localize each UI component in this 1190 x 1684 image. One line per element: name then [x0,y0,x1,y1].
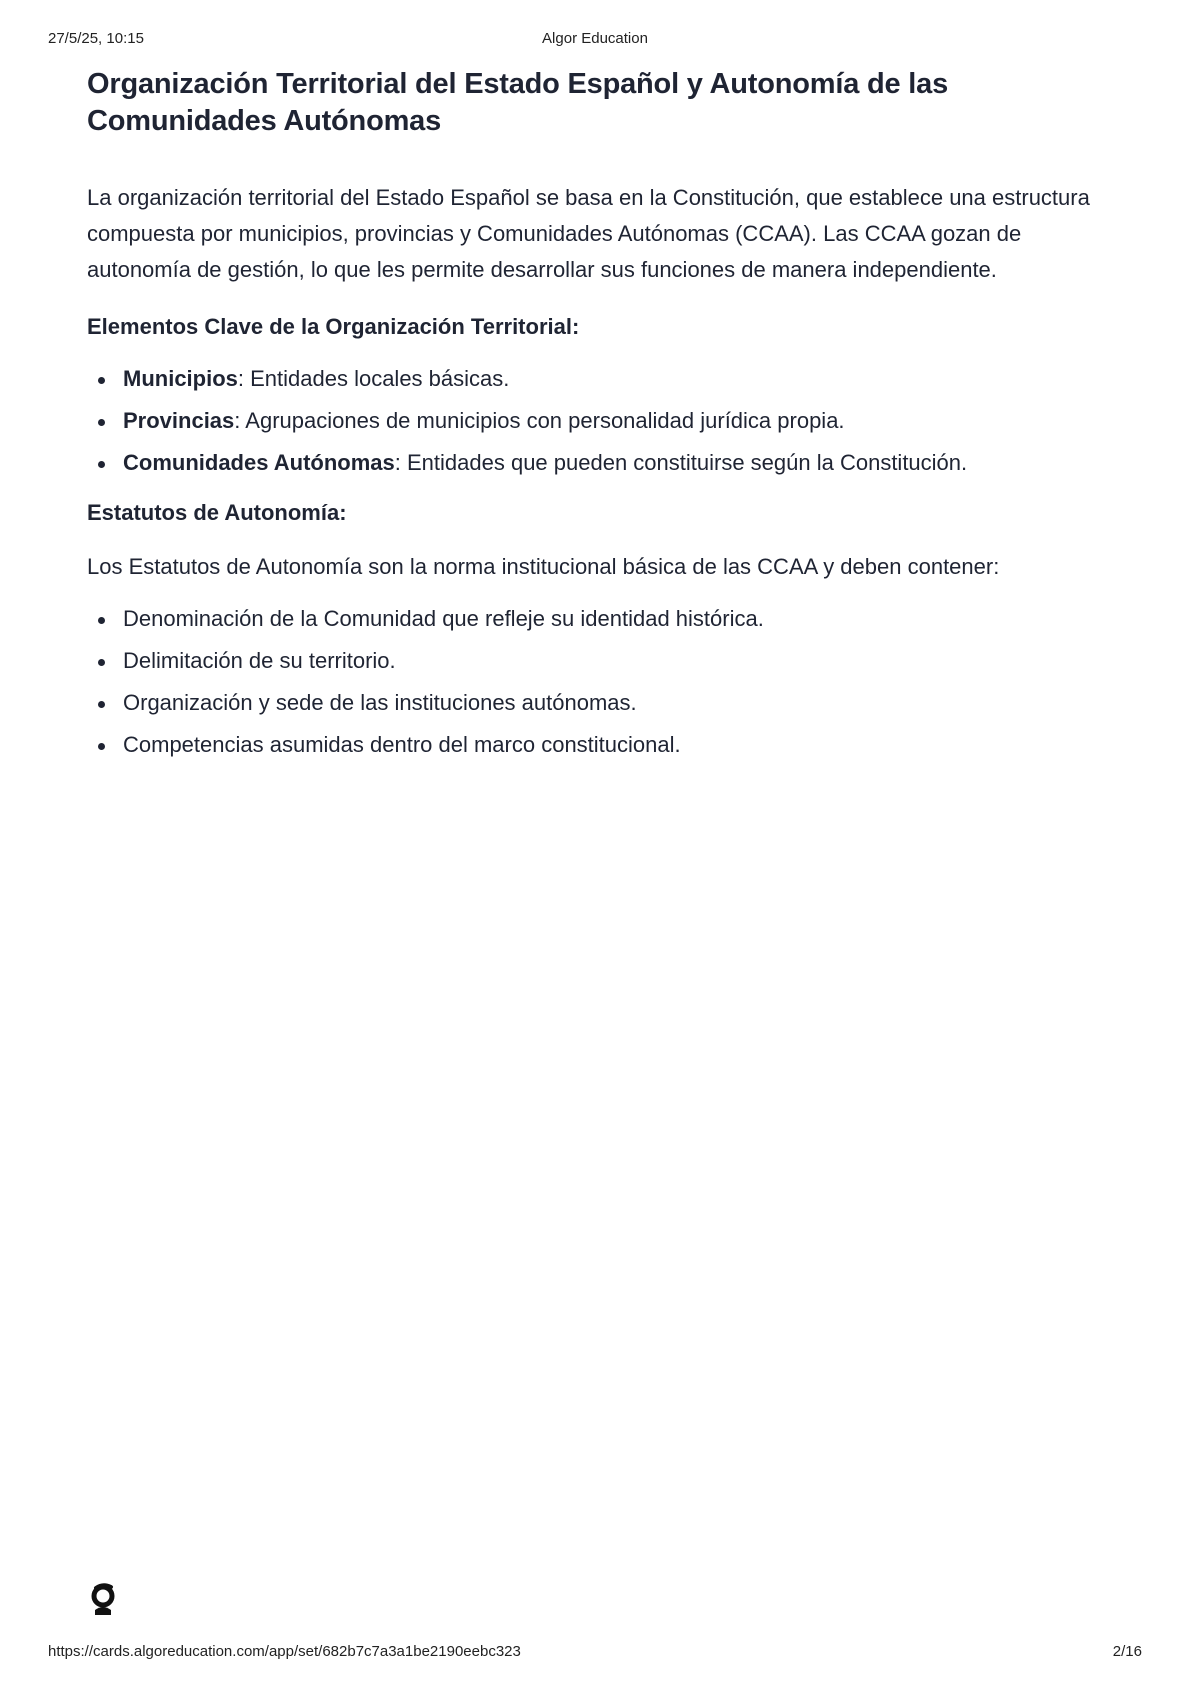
document-content [87,66,1117,772]
section-heading-key-elements: Elementos Clave de la Organización Territorial: [87,314,580,339]
list-item: Organización y sede de las instituciones autónomas. [87,688,1117,718]
key-elements-list [87,364,1117,478]
list-item-term: Comunidades Autónomas [123,450,395,475]
list-item-term: Municipios [123,366,238,391]
intro-paragraph: La organización territorial del Estado Español se basa en la Constitución, que establece una estructura compuesta por municipios, provincias y Comunidades Autónomas (CCAA). Las CCAA gozan de autonomía de gestión, lo que les permite desarrollar sus funciones de manera independiente. [87,185,1090,282]
list-item [87,364,1117,394]
list-item-term: Provincias [123,408,235,433]
print-header [48,30,1142,50]
list-item [87,406,1117,436]
list-item-desc: : Agrupaciones de municipios con personalidad jurídica propia. [234,408,845,433]
algor-logo-svg [90,1583,116,1617]
statutes-list [87,604,1117,760]
list-item [87,448,1117,478]
list-item: Competencias asumidas dentro del marco constitucional. [87,730,1117,760]
print-url: https://cards.algoreducation.com/app/set/682b7c7a3a1be2190eebc323 [48,1643,521,1660]
list-item: Denominación de la Comunidad que refleje su identidad histórica. [87,604,1117,634]
print-site-title: Algor Education [542,30,648,47]
print-datetime: 27/5/25, 10:15 [48,30,144,47]
page-number: 2/16 [1112,1643,1142,1660]
list-item-desc: : Entidades que pueden constituirse según la Constitución. [394,450,968,475]
list-item: Delimitación de su territorio. [87,646,1117,676]
statutes-lead-paragraph: Los Estatutos de Autonomía son la norma institucional básica de las CCAA y deben contener: [87,554,1000,579]
algor-logo-icon [90,1583,116,1617]
list-item-desc: : Entidades locales básicas. [237,366,510,391]
page-title: Organización Territorial del Estado Español y Autonomía de las Comunidades Autónomas [87,68,948,137]
section-heading-statutes: Estatutos de Autonomía: [87,500,347,525]
